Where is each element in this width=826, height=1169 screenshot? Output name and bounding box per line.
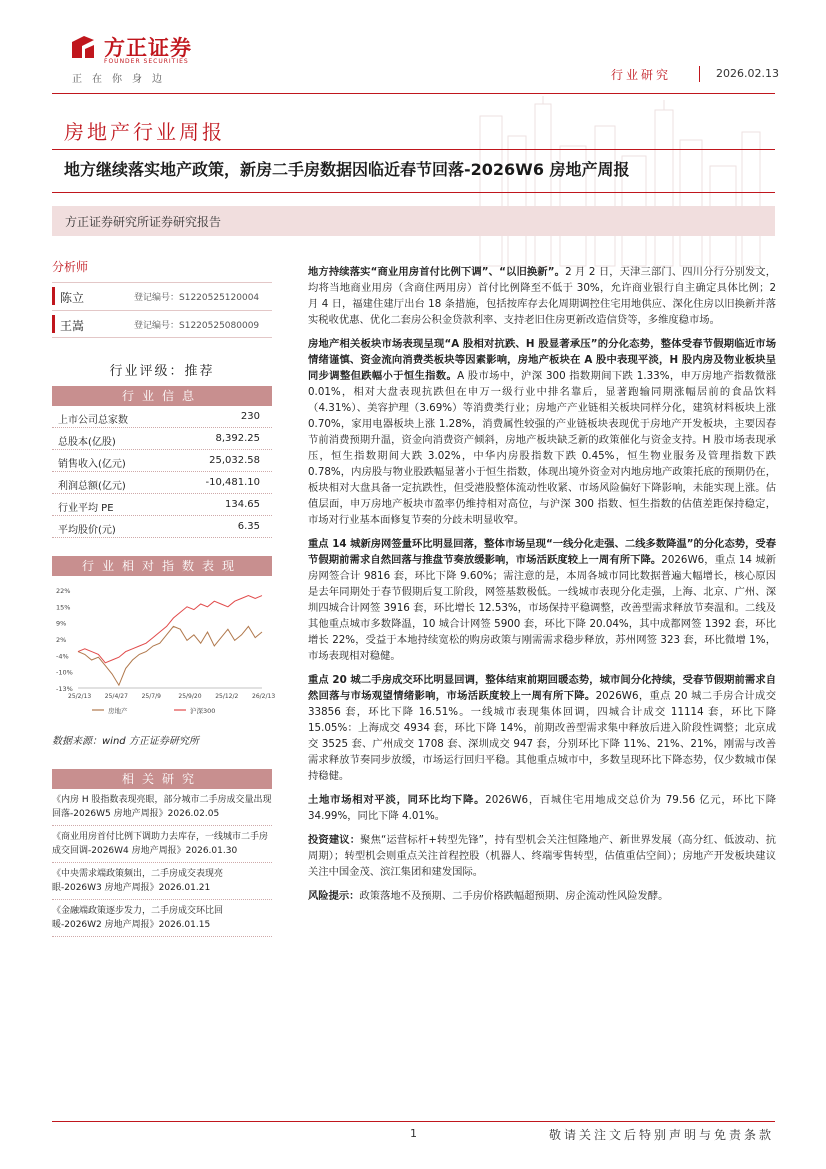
info-key: 行业平均 PE: [58, 503, 114, 514]
paragraph-second-hand: [308, 672, 776, 784]
analyst-marker: [52, 315, 55, 333]
info-row: [52, 428, 272, 450]
info-key: 上市公司总家数: [58, 415, 128, 426]
info-value: -10,481.10: [205, 477, 260, 488]
analyst-name: 王嵩: [60, 319, 85, 333]
info-value: 6.35: [237, 521, 260, 532]
info-key: 利润总额(亿元): [58, 481, 126, 492]
x-tick-label: 25/2/13: [68, 693, 92, 700]
page-number: 1: [410, 1127, 417, 1140]
sidebar: [52, 258, 276, 937]
report-category: 行业研究: [611, 68, 672, 82]
paragraph-lead: 土地市场相对平淡，同环比均下降。: [308, 794, 486, 806]
series-line: [78, 596, 262, 663]
related-report-link[interactable]: 《内房 H 股指数表现亮眼，部分城市二手房成交量出现回落-2026W5 房地产周报》2026.02.05: [52, 789, 272, 826]
paragraph-new-homes: [308, 536, 776, 664]
x-tick-label: 25/9/20: [178, 693, 202, 700]
y-tick-label: 15%: [56, 603, 71, 612]
disclaimer-note: 敬请关注文后特别声明与免责条款: [548, 1128, 774, 1142]
info-row: [52, 472, 272, 494]
paragraph-market: [308, 336, 776, 528]
index-performance-heading: 行业相对指数表现: [52, 556, 272, 576]
info-value: 230: [240, 411, 260, 422]
footer-rule: [52, 1121, 775, 1122]
related-report-link[interactable]: 《金融端政策逐步发力，二手房成交环比回暖-2026W2 房地产周报》2026.01.15: [52, 900, 272, 937]
relative-index-chart: [52, 576, 276, 722]
institute-banner: [52, 206, 775, 236]
analyst-registration: 登记编号：S1220525080009: [134, 321, 260, 331]
report-title: 地方继续落实地产政策，新房二手房数据因临近春节回落-2026W6 房地产周报: [64, 160, 630, 179]
report-date: 2026.02.13: [716, 67, 779, 80]
legend-label: 沪深300: [190, 707, 216, 715]
y-tick-label: 2%: [56, 636, 67, 644]
header-divider: [699, 66, 700, 82]
info-row: [52, 406, 272, 428]
info-row: [52, 494, 272, 516]
y-tick-label: 22%: [56, 587, 71, 595]
x-tick-label: 25/12/2: [215, 693, 239, 700]
slogan: 正在你身边: [72, 74, 172, 85]
related-research-heading: 相关研究: [52, 769, 272, 789]
legend-label: 房地产: [108, 707, 128, 715]
info-row: [52, 450, 272, 472]
analyst-marker: [52, 287, 55, 305]
info-value: 25,032.58: [209, 455, 260, 466]
info-value: 8,392.25: [215, 433, 260, 444]
paragraph-lead: 重点 14 城新房网签量环比明显回落，整体市场呈现“一线分化走强、二线多数降温”的分化态势，受春节假期前需求自然回落与推盘节奏放缓影响，市场活跃度较上一周有所下降。: [308, 538, 776, 566]
paragraph-text: A 股市场中，沪深 300 指数期间下跌 1.33%，申万房地产指数微涨 0.01%，相对大盘表现抗跌但在申万一级行业中排名靠后，显著跑输同期涨幅居前的食品饮料（4.31%）、美容护理（3.69%）等消费类行业；房地产产业链相关板块同样分化，建筑材料板块上涨 0.70%，家用电器板块上涨 1.28%，消费属性较强的产业链板块表现优于房地产开发板块，主要因春节前消费预期升温，资金向消费资产倾斜，房地产板块缺乏新的政策催化与资金支持。H 股市场表现承压，恒生指数期间大跌 3.02%，中华内房股指数下跌 0.45%，恒生物业服务及管理指数下跌 0.78%，内房股与物业股跌幅显著小于恒生指数，体现出境外资金对内地房地产政策托底的预期仍在，板块相对大盘具备一定抗跌性，但受港股整体流动性收紧、市场风险偏好下降影响，未能实现上涨。估值层面，申万房地产板块市盈率仍维持相对高位，与沪深 300 指数、恒生指数的估值差距保持稳定，市场对行业基本面修复节奏的分歧未明显收窄。: [308, 370, 777, 526]
title-rule-bottom: [52, 192, 775, 193]
info-key: 平均股价(元): [58, 525, 116, 536]
analyst-entry: [52, 310, 272, 338]
info-key: 销售收入(亿元): [58, 459, 126, 470]
paragraph-text: 政策落地不及预期、二手房价格跌幅超预期、房企流动性风险发酵。: [359, 890, 669, 902]
analyst-name: 陈立: [60, 291, 85, 305]
paragraph-policy: [308, 264, 776, 328]
info-key: 总股本(亿股): [58, 437, 116, 448]
y-tick-label: -13%: [56, 685, 73, 693]
x-tick-label: 25/7/9: [141, 693, 161, 700]
analyst-registration: 登记编号：S1220525120004: [134, 293, 260, 303]
paragraph-lead: 重点 20 城二手房成交环比明显回调，整体结束前期回暖态势，城市间分化持续，受春节假期前需求自然回落与市场观望情绪影响，市场活跃度较上一周有所下降。: [308, 674, 776, 702]
x-tick-label: 26/2/13: [252, 693, 276, 700]
paragraph-lead: 风险提示：: [308, 890, 360, 902]
data-source: 数据来源：wind 方正证券研究所: [52, 736, 199, 747]
logo-text-en: FOUNDER SECURITIES: [104, 58, 189, 65]
x-tick-label: 25/4/27: [104, 693, 128, 700]
analyst-heading: 分析师: [52, 260, 89, 274]
paragraph-lead: 房地产相关板块市场表现呈现“A 股相对抗跌、H 股显著承压”的分化态势，整体受春节假期临近市场情绪谨慎、资金流向消费类板块等因素影响，房地产板块在 A 股中表现平淡，H 股内房及物业板块呈同步调整但跌幅小于恒生指数。: [308, 338, 776, 382]
analyst-entry: [52, 282, 272, 310]
paragraph-text: 2026W6，百城住宅用地成交总价为 79.56 亿元，环比下降 34.99%，同比下降 4.01%。: [308, 794, 776, 822]
y-tick-label: -10%: [56, 668, 73, 677]
info-row: [52, 516, 272, 538]
industry-rating: 行业评级：推荐: [109, 364, 215, 379]
paragraph-land: [308, 792, 776, 824]
skyline-watermark: [330, 96, 775, 276]
paragraph-risk: [308, 888, 776, 904]
report-body: [308, 264, 776, 912]
related-report-link[interactable]: 《商业用房首付比例下调助力去库存，一线城市二手房成交回调-2026W4 房地产周报》2026.01.30: [52, 826, 272, 863]
series-line: [78, 626, 262, 685]
paragraph-text: 2 月 2 日，天津三部门、四川分行分别发文，均将当地商业用房（含商住两用房）首付比例降至不低于 30%，允许商业银行自主确定具体比例；2 月 4 日，福建住建厅出台 18 条措施，包括按库存去化周期调控住宅用地供应、深化住房以旧换新并落实税收优惠、优化二套房公积金贷款利率、支持老旧住房更新改造信贷等，多维度稳市场。: [308, 266, 776, 326]
y-tick-label: 9%: [56, 619, 67, 628]
paragraph-text: 2026W6，重点 14 城新房网签合计 9816 套，环比下降 9.60%；需注意的是，本周各城市同比数据普遍大幅增长，核心原因是去年同期处于春节假期后复工阶段，网签基数极低。一线城市表现分化走强，上海、北京、广州、深圳四城合计网签 3916 套，环比增长 12.53%，市场保持平稳调整，改善型需求释放节奏温和。二线及其他重点城市多数降温，10 城合计网签 5900 套，环比下降 20.04%，其中成都网签 1392 套，环比增长 22%，受益于本地持续宽松的购房政策与刚需需求稳步释放，苏州网签 323 套，环比微增 1%，市场表现相对稳健。: [308, 554, 777, 662]
paragraph-lead: 投资建议：: [308, 834, 361, 846]
industry-info-heading: 行业信息: [52, 386, 272, 406]
founder-logo-icon: [68, 32, 98, 62]
paragraph-lead: 地方持续落实“商业用房首付比例下调”、“以旧换新”。: [308, 266, 566, 278]
paragraph-text: 2026W6，重点 20 城二手房合计成交 33856 套，环比下降 16.51%。一线城市表现集体回调，四城合计成交 11114 套，环比下降 15.05%：上海成交 4934 套，环比下降 14%，前期改善型需求集中释放后进入阶段性调整；北京成交 3525 套、广州成交 1708 套、深圳成交 947 套，分别环比下降 11%、21%、21%，刚需与改善需求释放节奏同步放缓，市场运行回归平稳。其他重点城市中，多数呈现环比下降态势，仅少数城市保持稳健。: [308, 690, 777, 782]
title-rule-top: [52, 149, 775, 150]
institute-name: 方正证券研究所证券研究报告: [65, 215, 222, 229]
report-type: 房地产行业周报: [64, 120, 225, 144]
related-report-link[interactable]: 《中央需求端政策频出，二手房成交表现亮眼-2026W3 房地产周报》2026.01.21: [52, 863, 272, 900]
header-rule: [52, 93, 775, 94]
logo-text-cn: 方正证券: [104, 36, 192, 60]
info-value: 134.65: [225, 499, 260, 510]
y-tick-label: -4%: [56, 652, 69, 661]
paragraph-investment: [308, 832, 776, 880]
paragraph-text: 聚焦“运营标杆+转型先锋”，持有型机会关注恒隆地产、新世界发展（高分红、低波动、抗周期）；转型机会则重点关注首程控股（机器人、终端零售转型，估值重估空间）；房地产开发板块建议关注中国金茂、滨江集团和建发国际。: [308, 834, 777, 878]
